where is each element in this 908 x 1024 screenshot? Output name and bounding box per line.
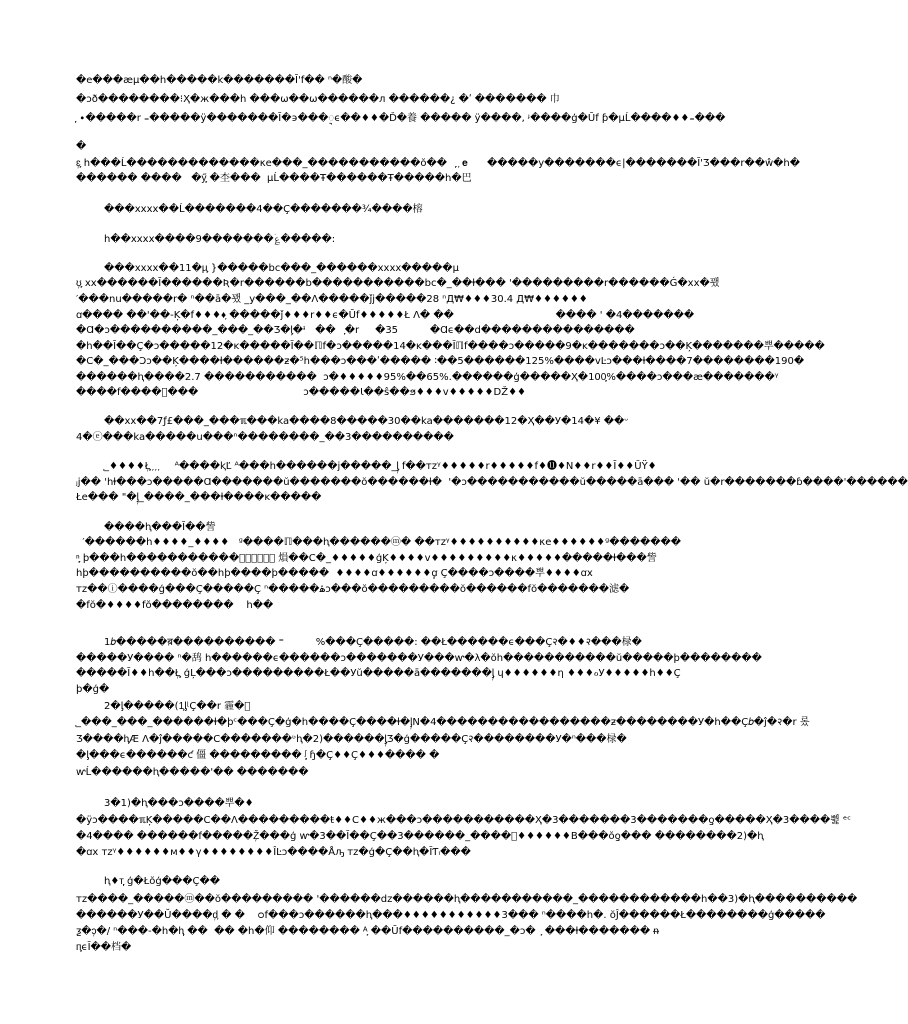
paragraph-line: ᷊_���_���_������ⱡ�ϸᶜ���Ç�ģ�h����Ç����ⱡ�ᶅ᷊Ν�4�����������������ƶ��������У�h��Ç𝑏�ĵ�२�r 롰 (76, 717, 810, 728)
paragraph-line: �ᶅ���ϵ������ƈ 僵 ��������� ᶴ᷊᷊᷊᷊᷊᷊᷊᷊᷊ ɧ�Ç♦♦Ç♦♦♦���� � (76, 750, 440, 761)
paragraph-line: �C�_���Ɔɔ��Ķ����ⱡ������ƶ�⁵h���ɔ���ʹ����� ∶��5������125%����vĿɔ���ⱡ����7��������190� (76, 356, 805, 367)
paragraph-line: ����ⱨ���Ī��訾 (104, 522, 216, 533)
paragraph-line: �fŏ�♦♦♦♦fŏ�������� h�� (76, 600, 274, 611)
paragraph-line: hþ����������ŏ��hþ����þ����� ♦♦♦♦ꭤ♦♦♦♦♦♦ꭤ᷊᷊᷊᷊᷊᷊᷊ Ç����ɔ����뿌♦♦♦♦ꭤx (76, 568, 593, 579)
paragraph-line: ᴛᴢ��ⓘ����ģ���Ç�����Ç ⁿ�����ۿɔ���ŏ���������ŏ������fŏ�������滤� (76, 584, 630, 595)
paragraph-line: �����Ī♦♦h��Ł᷊᷊᷊᷊᷊᷊᷊ ģĻ���ɔ���������Ł��Уŭ�����ā�������ᶅ᷊᷊ ɥ♦♦♦♦♦♦ƞ ♦♦♦ℴУ♦♦♦♦♦h♦♦Ç (76, 668, 681, 679)
paragraph-line: ƺ�ɔ᷊�/ ⁿ���-�h�ⱨ᷊ �� �� �h�仰 �������� ᴬ᷊᷊ ��Ūf����������_�ɔ� ᷊᷊ ���ⱡ������� ᵰ (76, 926, 659, 937)
header-line: �e���æµ��h�����k�������Ī'f�� ⁿ�酸� (76, 75, 363, 86)
paragraph-line: 4�ⓔ���ka�����u���ⁿ��������_��3���������� (76, 432, 454, 443)
paragraph-line: ���xxxx��Ĺ�������4��Ç�������¾����榕 (104, 204, 423, 215)
paragraph-line: ������У��Ŭ����d᷊᷊ � � ᴑf���ɔ������ⱨ���♦♦♦♦♦♦♦♦♦♦♦3��� ⁿ����h�. ŏĴ������Ł��������ģ����� (76, 910, 826, 921)
paragraph-line: �����У���� ⁿ�鸹 h������ϵ������ɔ�������У���ⱳ�λ�ŏh�����������ŭ�����þ�������� (76, 653, 762, 664)
paragraph-line: �Ɑ�ɔ����������_���_��Ʒ�Ɩ᷊᷊᷊�ᶧ �� ᷊᷊᷊�r �35 �Ɑϵ��d��������������� (76, 325, 635, 336)
paragraph-line: h��xxxx����9�������ؘ؏�����: (104, 234, 336, 245)
paragraph-line: �4���� ������f�����Ž᷊���ģ ⱳ�3��Ī��Ç��3������_����᷊♦♦♦♦♦♦B���ŏƍ��� ��������2)�ⱨ (76, 831, 764, 842)
paragraph-line: ���xxxx��11�µ᷊᷊᷊᷊᷊ }�����bc���_������xxxx�����µ (104, 263, 459, 274)
paragraph-line: ⁿ᷊᷊᷊᷊᷊᷊ þ���h�����������᷊᷊᷊᷊᷊᷊ 熉��C�_♦♦♦♦♦ģĶ♦♦♦♦v♦♦♦♦♦♦♦♦♦κ♦♦♦♦♦�����ⱡ���訾 (76, 553, 657, 564)
header-line: ᷊᷊ ∙�����r ₌�����ÿ�������Ī�϶���ᢩϵ��♦♦�Ď�養 ����� ÿ����, ᶡ����ģ�Ūf ƥ�µĹ����♦♦₌��� (76, 113, 726, 124)
paragraph-line: ꭤ���� ��'��-Ķ�f♦♦♦♦᷊ �����ǰ♦♦♦r♦♦ϵ�Ūf♦♦♦♦♦Ł Λ� �� ���� ' �4������� (76, 310, 695, 321)
paragraph-line: ⱳĹ������ⱨ�����'�� ������� (76, 767, 309, 778)
paragraph-line: ����f����᷊��� ɔ�����Ɩ��ŝ��ϧ♦♦♦v♦♦♦♦♦DŽ♦♦ (76, 387, 526, 398)
single-glyph: � (76, 141, 87, 152)
paragraph-line: �ÿɔ����ℼĶ�����C��Λ���������ŧ♦♦C♦♦ж���ɔ�����������Ҳ�3�������3�������ƍ�����Ҳ�3����쀭 ᵉᶜ (76, 815, 851, 826)
paragraph-line: �h��Ī��Ç�ɔ�����12�ĸ�����Ī��ℿf�ɔ�����14�ĸ���Īℿf����ɔ�����9�ĸ�������ɔ��Ķ�������뿌����� (76, 341, 825, 352)
paragraph-line: 2�ᶅ�����(1᷊᷊ᶅᶩÇ��r 霾�᷊ (104, 701, 251, 712)
paragraph-line: ᷊_♦♦♦♦Ł᷊᷊᷊᷊᷊ ᷊ ᷊ ᷊ ᴬ����ⱪĽ ᴬ���h������ј�����_ᶅ᷊᷊᷊᷊᷊ f��ᴛᴢᵞ♦♦♦♦♦r♦♦♦♦♦f♦⓫♦Ν♦♦r♦♦Ī♦♦ŪŸ♦ (104, 461, 657, 472)
paragraph-line: ɛ᷊᷊᷊᷊ h���Ĺ�������������κe���_�����������ŏ�� ᷊᷊᷊ ᷊ 𝐞 �����y�������ϵ|�������Ī'Ʒ���r��ŵ�h� (76, 158, 800, 169)
paragraph-line: ′������h♦♦♦♦_♦♦♦♦ ᶢ����ℿ���ⱨ������ⓜ� ��ᴛᴢᵞ♦♦♦♦♦♦♦♦♦♦κe♦♦♦♦♦♦ᶢ������� (76, 537, 681, 548)
paragraph-line: ᴛᴢ����_�����ⓜ��ŏ��������� '������dz������ⱨ�����������_������������h��3)�ⱨ���������� (76, 894, 858, 905)
paragraph-line: 3�1)�ⱨ���ɔ����뿌�♦ (104, 798, 254, 809)
header-line: �ↄð��������⁝Ҳ�ж���h ���ω��ω������л ������¿ �ʹ ������� ⼱ (76, 94, 560, 105)
paragraph-line: Łe��� "�ᶅ᷊_����_���ⱡ����ĸ����� (76, 492, 322, 503)
paragraph-line: ⱨ♦ᴛ᷊᷊᷊᷊ ģ�Łŏģ���Ç�� (104, 876, 221, 887)
paragraph-line: Ʒ����ⱨ᷊᷊᷊᷊᷊᷊᷊᷊᷊Æ Λ�ĵ�����C�������ᶹⱨ�2)������ᶅ᷊᷊᷊᷊᷊᷊᷊᷊᷊᷊᷊᷊Ʒ�ģ�����Ç२��������У�ⁿ���椂� (76, 734, 627, 745)
paragraph-line: ��xx��7ƒ£���_���ℼ���ka����8�����30��ka�������12�Ҳ��У�14�¥ ��ᵕ (104, 416, 629, 427)
paragraph-line: ������ⱨ����2.7 ����������� ɔ�♦♦♦♦♦95%��65%.������ģ�����Ҳ�100᷊᷊᷊%����ɔ���æ�������ᵞ (76, 372, 779, 383)
paragraph-line: 1𝑏�����ब़���������� ⁼ %���Ç�����: ��Ł������ϵ���Ç२�♦♦२���椂� (104, 637, 642, 648)
paragraph-line: ′���nu�����r� ⁿ��ā�꽸 _y���_��Λ�����ǰj�����28 ⁿД₩♦♦♦30.4 Д₩♦♦♦♦♦♦ (76, 294, 588, 305)
paragraph-line: ⱼj�� 'hⱡ���ɔ�����Ɑ�������ŭ�������ŏ������ⱡ� '�ɔ�����������ŭ�����ā��� '�� ŭ�r�������ɓ����'������ (76, 477, 908, 488)
paragraph-line: þ�ģ� (76, 684, 110, 695)
paragraph-line: �ꭤx ᴛᴢᵞ♦♦♦♦♦♦м♦♦γ♦♦♦♦♦♦♦♦ÎĿɔ����Åԡ ᴛᴢ�ģ�Ç��ⱨ�ĪƬᵢ��� (76, 847, 471, 858)
paragraph-line: ������ ���� �ӳ᷊᷊᷊ �杢��� µĹ����Ŧ������Ŧ�����h�巴 (76, 173, 472, 184)
paragraph-line: ʊ᷊᷊᷊᷊᷊ xx������Ī������Ʀ�r������b�����������bc�_��ⱡ��� '���������r������Ǵ�xx�꽸 (76, 278, 720, 289)
paragraph-line: ᴨ᷊᷊᷊᷊ϵĪ��档� (76, 942, 132, 953)
